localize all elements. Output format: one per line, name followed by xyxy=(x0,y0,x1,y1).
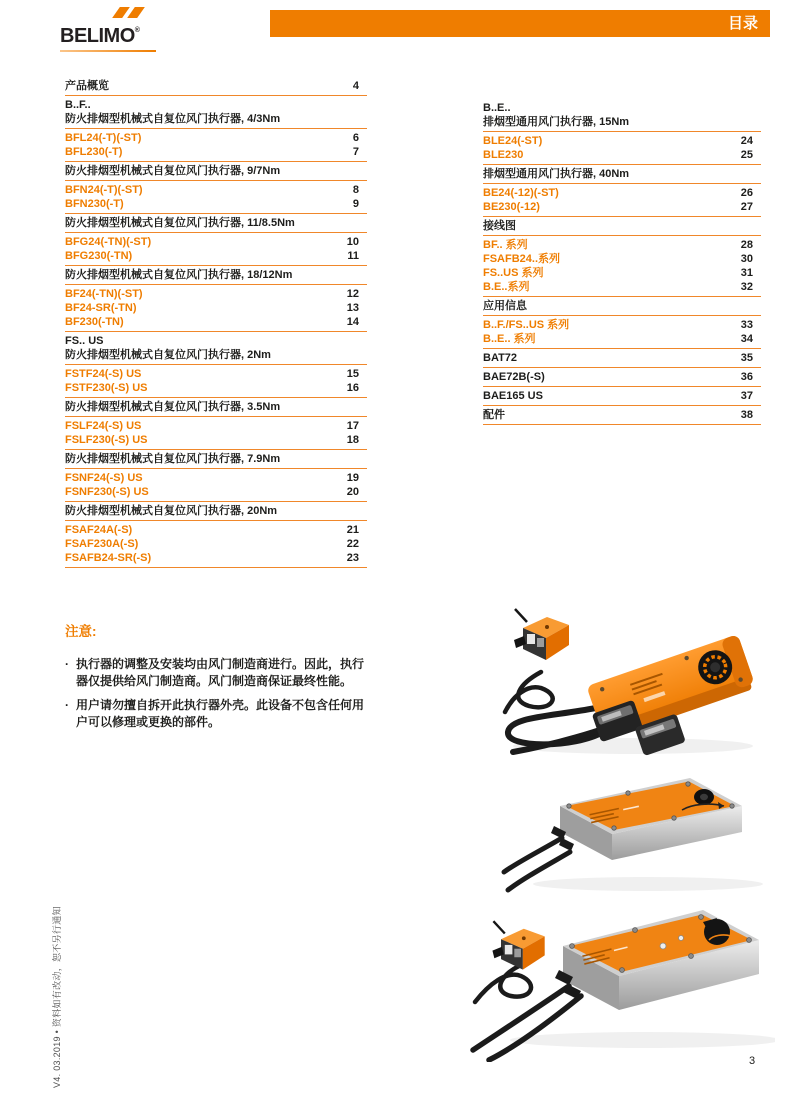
toc-entry-label: 产品概览 xyxy=(65,80,109,92)
toc-entry-page: 6 xyxy=(352,132,359,144)
toc-entry[interactable] xyxy=(483,252,761,266)
toc-entry-page: 31 xyxy=(740,267,753,279)
page-title: 目录 xyxy=(727,15,758,32)
toc-entry-label: FS.. US xyxy=(65,335,104,347)
toc-entry-page: 35 xyxy=(740,352,753,364)
toc-entry-page: 25 xyxy=(740,149,753,161)
toc-entry-label: 应用信息 xyxy=(483,300,527,312)
toc-entry-page: 16 xyxy=(346,382,359,394)
toc-entry-page: 24 xyxy=(740,135,753,147)
toc-section-header xyxy=(483,219,761,233)
toc-entry-label: FS..US 系列 xyxy=(483,267,544,279)
toc-entry-label: 接线图 xyxy=(483,220,516,232)
toc-entry-label: B..E.. xyxy=(483,102,511,114)
toc-entry[interactable] xyxy=(65,537,367,551)
toc-entry-label: BFL24(-T)(-ST) xyxy=(65,132,142,144)
toc-entry-label: FSAFB24-SR(-S) xyxy=(65,552,152,564)
toc-entry[interactable] xyxy=(483,332,761,346)
logo-underline xyxy=(60,50,156,52)
toc-entry-label: 排烟型通用风门执行器, 40Nm xyxy=(483,168,630,180)
toc-entry-label: BAE72B(-S) xyxy=(483,371,545,383)
toc-entry-label: FSLF24(-S) US xyxy=(65,420,142,432)
toc-entry-page: 18 xyxy=(346,434,359,446)
toc-entry-label: 防火排烟型机械式自复位风门执行器, 3.5Nm xyxy=(65,401,281,413)
logo-text: BELIMO® xyxy=(60,25,140,47)
toc-entry[interactable] xyxy=(65,249,367,263)
toc-entry-label: BLE230 xyxy=(483,149,524,161)
toc-entry-label: BFG24(-TN)(-ST) xyxy=(65,236,152,248)
belimo-logo xyxy=(60,7,156,52)
page-number: 3 xyxy=(748,1055,756,1067)
product-photo-fs-actuator xyxy=(498,766,763,898)
toc-divider xyxy=(65,364,367,365)
toc-entry-label: B.E..系列 xyxy=(483,281,530,293)
toc-divider xyxy=(65,468,367,469)
toc-entry[interactable] xyxy=(483,370,761,384)
toc-entry-page: 10 xyxy=(346,236,359,248)
toc-divider xyxy=(65,331,367,332)
toc-divider xyxy=(483,386,761,387)
bullet-icon: · xyxy=(65,698,69,712)
toc-divider xyxy=(65,520,367,521)
toc-divider xyxy=(65,265,367,266)
actuator-body xyxy=(583,634,766,758)
toc-divider xyxy=(483,367,761,368)
toc-entry-label: FSAFB24..系列 xyxy=(483,253,561,265)
toc-entry-label: BE230(-12) xyxy=(483,201,540,213)
toc-entry-page: 20 xyxy=(346,486,359,498)
toc-divider xyxy=(483,235,761,236)
toc-entry-label: FSAF24A(-S) xyxy=(65,524,133,536)
toc-section-header xyxy=(65,268,367,282)
toc-entry-label: BF230(-TN) xyxy=(65,316,124,328)
toc-section-header xyxy=(65,164,367,178)
toc-entry-page: 36 xyxy=(740,371,753,383)
toc-entry-label: B..F.. xyxy=(65,99,91,111)
toc-entry[interactable] xyxy=(65,471,367,485)
toc-entry-page: 37 xyxy=(740,390,753,402)
bullet-icon: · xyxy=(65,657,69,671)
toc-divider xyxy=(483,216,761,217)
toc-divider xyxy=(65,501,367,502)
toc-entry-page: 19 xyxy=(346,472,359,484)
toc-divider xyxy=(483,424,761,425)
toc-divider xyxy=(65,128,367,129)
toc-entry-label: BFN24(-T)(-ST) xyxy=(65,184,143,196)
toc-entry-page: 28 xyxy=(740,239,753,251)
toc-section-header xyxy=(483,299,761,313)
toc-entry-label: BFG230(-TN) xyxy=(65,250,133,262)
toc-entry[interactable] xyxy=(65,287,367,301)
toc-entry-page: 8 xyxy=(352,184,359,196)
toc-divider xyxy=(65,284,367,285)
toc-entry[interactable] xyxy=(483,280,761,294)
toc-entry[interactable] xyxy=(65,367,367,381)
toc-divider xyxy=(483,348,761,349)
toc-entry-page: 21 xyxy=(346,524,359,536)
toc-entry-page: 14 xyxy=(346,316,359,328)
duct-thermostat xyxy=(514,609,569,660)
toc-entry-page: 27 xyxy=(740,201,753,213)
edition-vertical-text: V4. 03.2019 • 资料如有改动，恕不另行通知 xyxy=(52,906,62,1088)
toc-entry-page: 4 xyxy=(352,80,359,92)
toc-divider xyxy=(65,449,367,450)
toc-entry-label: BF24(-TN)(-ST) xyxy=(65,288,143,300)
toc-entry-page: 11 xyxy=(347,250,359,262)
toc-entry-label: BAE165 US xyxy=(483,390,543,402)
note-section xyxy=(65,620,367,738)
toc-entry-page: 9 xyxy=(352,198,359,210)
toc-divider xyxy=(65,180,367,181)
toc-section-header xyxy=(483,101,761,129)
toc-section-header xyxy=(65,98,367,126)
duct-thermostat xyxy=(492,921,544,969)
toc-section-subtitle: 防火排烟型机械式自复位风门执行器, 2Nm xyxy=(65,349,271,361)
toc-entry[interactable] xyxy=(483,389,761,403)
toc-entry-label: 防火排烟型机械式自复位风门执行器, 20Nm xyxy=(65,505,278,517)
note-bullet-text: 用户请勿擅自拆开此执行器外壳。此设备不包含任何用户可以修理或更换的部件。 xyxy=(76,698,365,729)
toc-entry[interactable] xyxy=(483,186,761,200)
toc-divider xyxy=(483,296,761,297)
toc-entry-label: 防火排烟型机械式自复位风门执行器, 7.9Nm xyxy=(65,453,281,465)
toc-entry-page: 26 xyxy=(740,187,753,199)
toc-section-header xyxy=(483,167,761,181)
toc-entry-page: 7 xyxy=(352,146,359,158)
toc-entry[interactable] xyxy=(483,351,761,365)
toc-divider xyxy=(483,183,761,184)
toc-entry[interactable] xyxy=(65,79,367,93)
toc-entry[interactable] xyxy=(65,419,367,433)
toc-entry[interactable] xyxy=(65,131,367,145)
toc-entry[interactable] xyxy=(65,551,367,565)
toc-entry-label: BE24(-12)(-ST) xyxy=(483,187,559,199)
header-bar xyxy=(270,10,770,37)
toc-divider xyxy=(65,232,367,233)
toc-entry-label: BFL230(-T) xyxy=(65,146,123,158)
toc-entry-page: 17 xyxy=(346,420,359,432)
toc-divider xyxy=(483,164,761,165)
toc-entry-label: FSAF230A(-S) xyxy=(65,538,139,550)
toc-divider xyxy=(65,567,367,568)
toc-entry-page: 33 xyxy=(740,319,753,331)
toc-entry[interactable] xyxy=(483,266,761,280)
toc-entry-label: FSLF230(-S) US xyxy=(65,434,148,446)
toc-entry[interactable] xyxy=(483,148,761,162)
toc-entry-label: FSTF230(-S) US xyxy=(65,382,148,394)
toc-divider xyxy=(65,416,367,417)
toc-entry-label: 防火排烟型机械式自复位风门执行器, 11/8.5Nm xyxy=(65,217,295,229)
toc-entry-label: FSNF230(-S) US xyxy=(65,486,149,498)
toc-column-left xyxy=(65,79,367,570)
toc-entry[interactable] xyxy=(65,197,367,211)
toc-entry-label: BF24-SR(-TN) xyxy=(65,302,137,314)
toc-divider xyxy=(65,397,367,398)
toc-entry-label: FSTF24(-S) US xyxy=(65,368,142,380)
toc-entry-label: B..F./FS..US 系列 xyxy=(483,319,570,331)
toc-entry-label: BF.. 系列 xyxy=(483,239,528,251)
toc-entry[interactable] xyxy=(65,315,367,329)
note-list xyxy=(65,656,367,731)
product-photo-bf-actuator xyxy=(483,600,768,758)
toc-entry[interactable] xyxy=(65,433,367,447)
toc-section-subtitle: 排烟型通用风门执行器, 15Nm xyxy=(483,116,630,128)
toc-section-header xyxy=(65,216,367,230)
toc-divider xyxy=(65,213,367,214)
toc-entry-page: 32 xyxy=(740,281,753,293)
toc-entry-label: BLE24(-ST) xyxy=(483,135,543,147)
toc-entry[interactable] xyxy=(65,301,367,315)
product-photo-fsaf-actuator xyxy=(465,890,775,1062)
toc-entry-label: 防火排烟型机械式自复位风门执行器, 18/12Nm xyxy=(65,269,293,281)
toc-entry[interactable] xyxy=(65,381,367,395)
toc-entry-label: 配件 xyxy=(483,409,505,421)
toc-entry[interactable] xyxy=(65,145,367,159)
toc-entry-page: 13 xyxy=(346,302,359,314)
toc-entry-page: 34 xyxy=(740,333,753,345)
toc-divider xyxy=(65,95,367,96)
toc-entry-label: FSNF24(-S) US xyxy=(65,472,143,484)
logo-slashes-icon xyxy=(60,7,156,19)
toc-entry-page: 38 xyxy=(740,409,753,421)
toc-entry[interactable] xyxy=(483,200,761,214)
toc-divider xyxy=(483,405,761,406)
toc-entry-label: BAT72 xyxy=(483,352,518,364)
toc-section-header xyxy=(65,400,367,414)
note-bullet xyxy=(65,656,367,690)
toc-entry-page: 30 xyxy=(740,253,753,265)
toc-entry[interactable] xyxy=(483,408,761,422)
toc-entry[interactable] xyxy=(65,235,367,249)
note-bullet-text: 执行器的调整及安装均由风门制造商进行。因此，执行器仅提供给风门制造商。风门制造商保证最终性能。 xyxy=(76,657,365,688)
toc-entry-label: B..E.. 系列 xyxy=(483,333,536,345)
toc-column-right xyxy=(483,101,761,427)
toc-entry[interactable] xyxy=(483,134,761,148)
actuator-housing xyxy=(555,910,759,1010)
toc-entry-label: 防火排烟型机械式自复位风门执行器, 9/7Nm xyxy=(65,165,281,177)
toc-entry-page: 23 xyxy=(346,552,359,564)
toc-section-header xyxy=(65,334,367,362)
toc-divider xyxy=(65,161,367,162)
note-bullet xyxy=(65,697,367,731)
toc-entry-page: 15 xyxy=(346,368,359,380)
toc-entry[interactable] xyxy=(65,183,367,197)
toc-entry[interactable] xyxy=(65,523,367,537)
toc-entry-page: 12 xyxy=(346,288,359,300)
toc-section-subtitle: 防火排烟型机械式自复位风门执行器, 4/3Nm xyxy=(65,113,281,125)
toc-divider xyxy=(483,315,761,316)
toc-section-header xyxy=(65,504,367,518)
registered-mark: ® xyxy=(134,27,140,34)
toc-divider xyxy=(483,131,761,132)
toc-entry[interactable] xyxy=(483,318,761,332)
toc-entry-page: 22 xyxy=(346,538,359,550)
toc-entry-label: BFN230(-T) xyxy=(65,198,124,210)
actuator-housing xyxy=(551,778,742,860)
toc-section-header xyxy=(65,452,367,466)
toc-entry[interactable] xyxy=(483,238,761,252)
toc-entry[interactable] xyxy=(65,485,367,499)
note-title: 注意: xyxy=(65,624,97,639)
